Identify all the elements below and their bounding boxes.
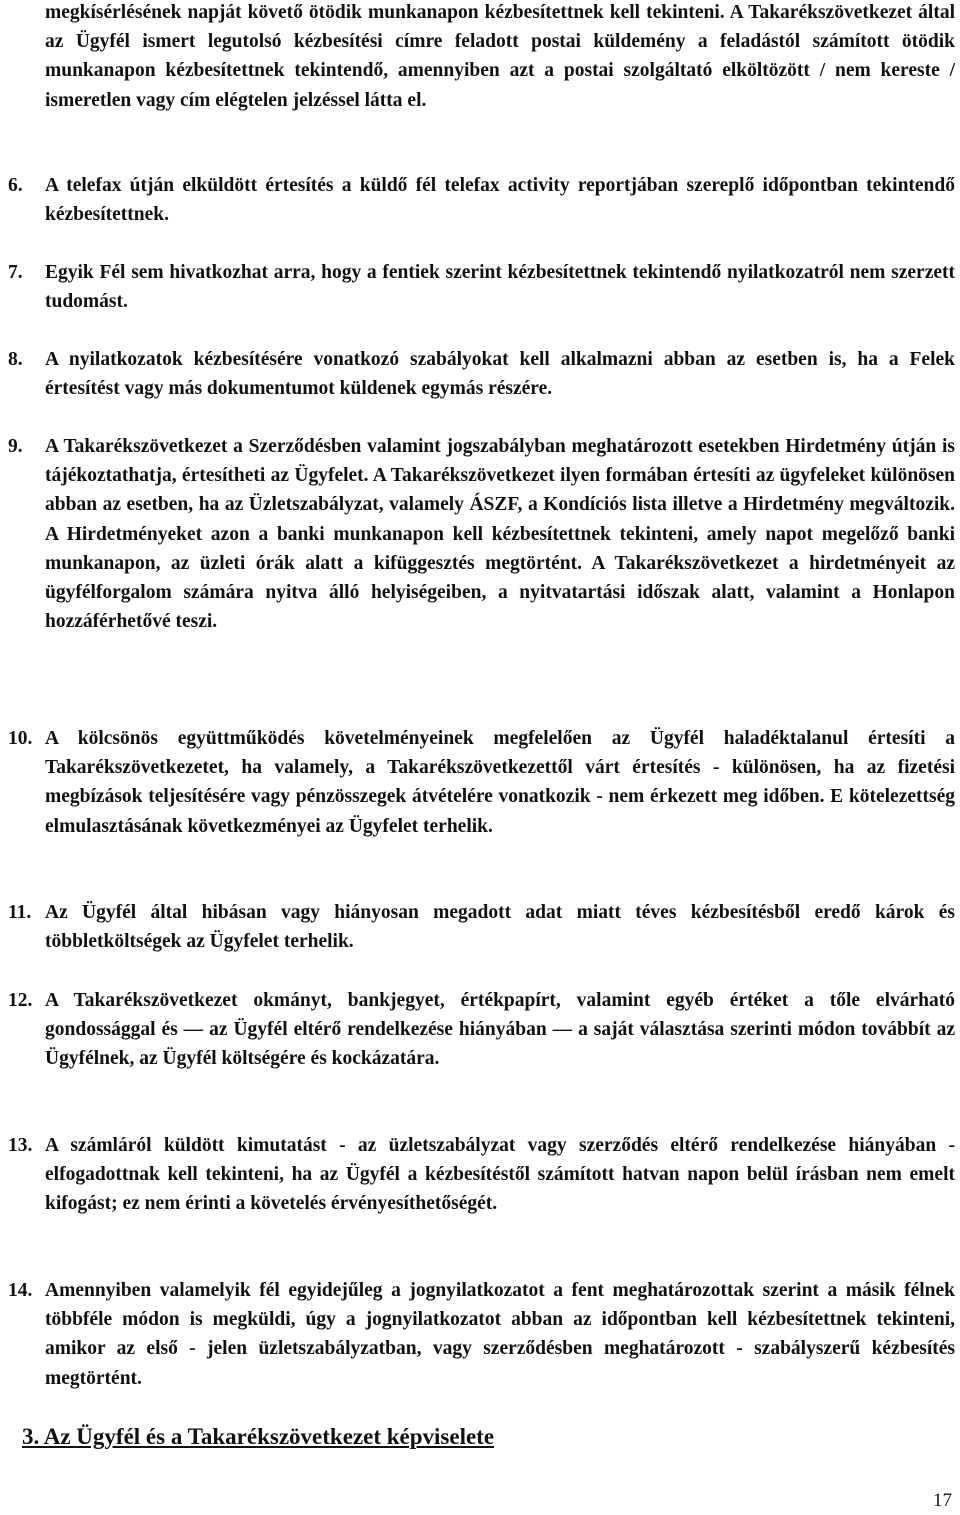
item-text: A Takarékszövetkezet okmányt, bankjegyet, értékpapírt, valamint egyéb értéket a tőle elvárható gondossággal és — az Ügyfél eltérő rendelkezése hiányában — a saját választása szerinti módon továbbít az Ügyfélnek, az Ügyfél költségére és kockázatára.	[45, 990, 955, 1070]
item-text: A Takarékszövetkezet a Szerződésben valamint jogszabályban meghatározott esetekben Hirdetmény útján is tájékoztathatja, értesítheti az Ügyfelet. A Takarékszövetkezet ilyen formában értesíti az ügyfeleket különösen abban az esetben, ha az Üzletszabályzat, valamely ÁSZF, a Kondíciós lista illetve a Hirdetmény megváltozik. A Hirdetményeket azon a banki munkanapon kell kézbesítettnek tekinteni, amely napot megelőző banki munkanapon, az üzleti órák alatt a kifüggesztés megtörtént. A Takarékszövetkezet a hirdetményeit az ügyfélforgalom számára nyitva álló helyiségeiben, a nyitvatartási időszak alatt, valamint a Honlapon hozzáférhetővé teszi.	[45, 436, 955, 633]
item-text: Az Ügyfél által hibásan vagy hiányosan megadott adat miatt téves kézbesítésből eredő károk és többletköltségek az Ügyfelet terhelik.	[45, 902, 955, 953]
item-text: A számláról küldött kimutatást - az üzletszabályzat vagy szerződés eltérő rendelkezése hiányában - elfogadottnak kell tekinteni, ha az Ügyfél a kézbesítéstől számított hatvan napon belül írásban nem emelt kifogást; ez nem érinti a követelés érvényesíthetőségét.	[45, 1135, 955, 1215]
section-heading: 3. Az Ügyfél és a Takarékszövetkezet képviselete	[22, 1424, 495, 1449]
item-text: Amennyiben valamelyik fél egyidejűleg a jognyilatkozatot a fent meghatározottak szerint a másik félnek többféle módon is megküldi, úgy a jognyilatkozatot abban az időpontban kell kézbesítettnek tekinteni, amikor az első - jelen üzletszabályzatban, vagy szerződésben meghatározott - szabályszerű kézbesítés megtörtént.	[45, 1280, 955, 1389]
item-number: 12.	[8, 990, 33, 1011]
item-number: 7.	[8, 262, 23, 283]
item-text: A telefax útján elküldött értesítés a küldő fél telefax activity reportjában szereplő időpontban tekintendő kézbesítettnek.	[45, 175, 955, 226]
item-number: 9.	[8, 436, 23, 457]
item-number: 10.	[8, 728, 33, 749]
page-number: 17	[933, 1490, 952, 1511]
item-number: 14.	[8, 1280, 33, 1301]
intro-paragraph: megkísérlésének napját követő ötödik munkanapon kézbesítettnek kell tekinteni. A Takarékszövetkezet által az Ügyfél ismert legutolsó kézbesítési címre feladott postai küldemény a feladástól számított ötödik munkanapon kézbesítettnek tekintendő, amennyiben azt a postai szolgáltató elköltözött / nem kereste / ismeretlen vagy cím elégtelen jelzéssel látta el.	[45, 2, 955, 111]
item-number: 8.	[8, 349, 23, 370]
item-number: 13.	[8, 1135, 33, 1156]
item-number: 11.	[8, 902, 32, 923]
item-number: 6.	[8, 175, 23, 196]
item-text: Egyik Fél sem hivatkozhat arra, hogy a fentiek szerint kézbesítettnek tekintendő nyilatkozatról nem szerzett tudomást.	[45, 262, 955, 313]
item-text: A nyilatkozatok kézbesítésére vonatkozó szabályokat kell alkalmazni abban az esetben is, ha a Felek értesítést vagy más dokumentumot küldenek egymás részére.	[45, 349, 955, 400]
item-text: A kölcsönös együttműködés követelményeinek megfelelően az Ügyfél haladéktalanul értesíti a Takarékszövetkezetet, ha valamely, a Takarékszövetkezettől várt értesítés - különösen, ha az fizetési megbízások teljesítésére vagy pénzösszegek átvételére vonatkozik - nem érkezett meg időben. E kötelezettség elmulasztásának következményei az Ügyfelet terhelik.	[45, 728, 955, 837]
